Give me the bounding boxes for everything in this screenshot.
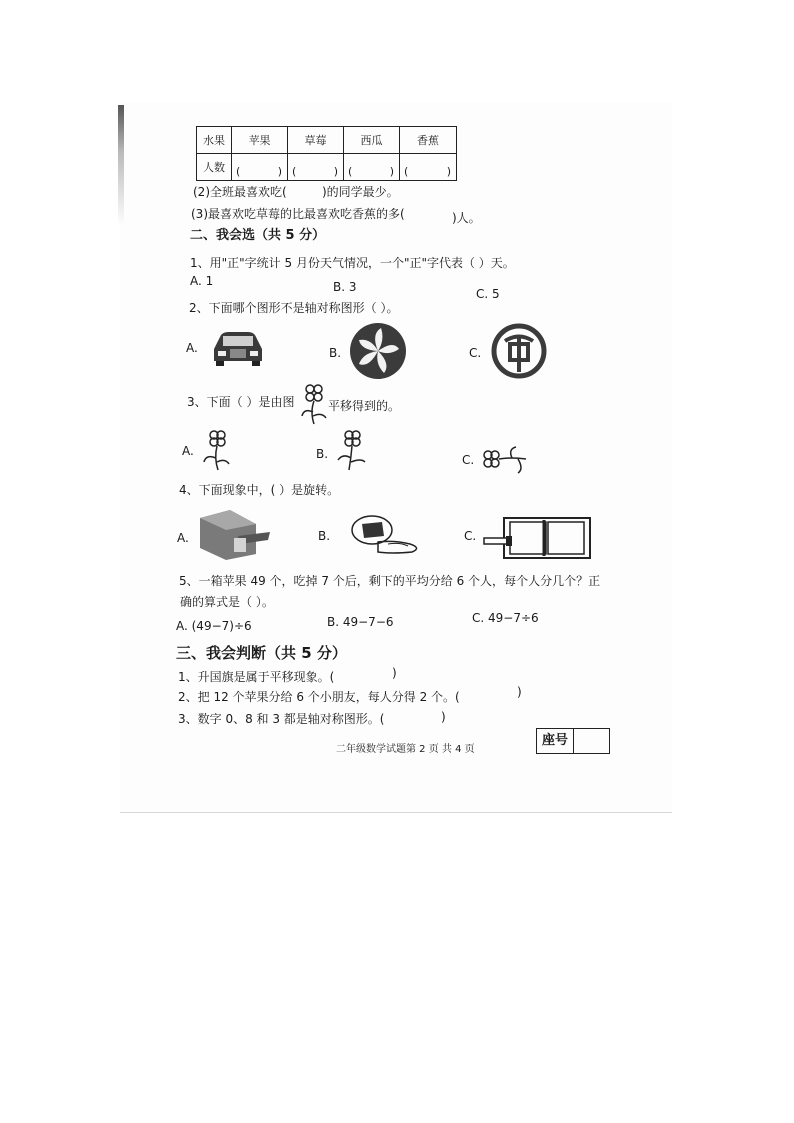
table-header-cell: 水果 bbox=[197, 127, 232, 154]
flower-icon bbox=[300, 382, 328, 426]
answer-cell[interactable]: ( ) bbox=[400, 154, 457, 181]
s2-q4-option-b[interactable]: B. bbox=[318, 529, 331, 543]
bank-logo-icon bbox=[490, 322, 548, 380]
question-2-prefix: (2)全班最喜欢吃( bbox=[193, 185, 287, 199]
answer-cell[interactable]: ( ) bbox=[232, 154, 288, 181]
table-row bbox=[197, 154, 457, 181]
seat-number-label: 座号 bbox=[537, 729, 574, 753]
s2-q2-option-b[interactable]: B. bbox=[329, 346, 342, 360]
s2-q3-option-b[interactable]: B. bbox=[316, 447, 329, 461]
s2-q4-option-a[interactable]: A. bbox=[177, 531, 189, 545]
page-number: 二年级数学试题第 2 页 共 4 页 bbox=[336, 744, 475, 755]
s2-q3-stem-suffix: 平移得到的。 bbox=[328, 399, 401, 413]
s3-q1-answer-end[interactable]: ) bbox=[392, 666, 397, 680]
table-header-cell: 香蕉 bbox=[400, 127, 457, 154]
table-row-label: 人数 bbox=[197, 154, 232, 181]
question-2-suffix: )的同学最少。 bbox=[322, 185, 399, 199]
s3-q2: 2、把 12 个苹果分给 6 个小朋友，每人分得 2 个。( bbox=[178, 690, 460, 704]
s2-q1-stem: 1、用"正"字统计 5 月份天气情况，一个"正"字代表（ ）天。 bbox=[190, 256, 515, 270]
scan-edge-line bbox=[120, 812, 672, 813]
table-header-cell: 草莓 bbox=[288, 127, 344, 154]
bauhinia-emblem-icon bbox=[349, 322, 407, 380]
s2-q1-option-a[interactable]: A. 1 bbox=[190, 274, 214, 288]
section-3-title: 三、我会判断（共 5 分） bbox=[176, 644, 347, 662]
s3-q2-answer-end[interactable]: ) bbox=[517, 685, 522, 699]
hand-illustration-icon bbox=[348, 512, 424, 556]
question-3-suffix: )人。 bbox=[452, 211, 481, 225]
question-3-prefix: (3)最喜欢吃草莓的比最喜欢吃香蕉的多( bbox=[191, 207, 405, 221]
scan-shadow bbox=[118, 105, 124, 225]
s2-q5-option-a[interactable]: A. (49−7)÷6 bbox=[176, 619, 252, 633]
seat-number-box bbox=[536, 728, 610, 754]
s3-q3-answer-end[interactable]: ) bbox=[441, 710, 446, 724]
s2-q5-option-b[interactable]: B. 49−7−6 bbox=[327, 615, 394, 629]
s2-q4-stem: 4、下面现象中，( ）是旋转。 bbox=[179, 483, 340, 497]
car-icon bbox=[210, 327, 265, 367]
s2-q2-option-a[interactable]: A. bbox=[186, 341, 198, 355]
s2-q3-option-c[interactable]: C. bbox=[462, 453, 475, 467]
s2-q2-stem: 2、下面哪个图形不是轴对称图形（ ）。 bbox=[189, 301, 399, 315]
flower-icon bbox=[482, 445, 534, 475]
s2-q1-option-b[interactable]: B. 3 bbox=[333, 280, 357, 294]
s2-q2-option-c[interactable]: C. bbox=[469, 346, 482, 360]
table-header-cell: 西瓜 bbox=[344, 127, 400, 154]
s2-q4-option-c[interactable]: C. bbox=[464, 529, 477, 543]
s2-q3-stem-prefix: 3、下面（ ）是由图 bbox=[187, 395, 295, 409]
window-illustration-icon bbox=[484, 516, 594, 560]
s2-q5-stem-line1: 5、一箱苹果 49 个，吃掉 7 个后，剩下的平均分给 6 个人，每个人分几个？正 bbox=[179, 574, 601, 588]
table-header-cell: 苹果 bbox=[232, 127, 288, 154]
s3-q1: 1、升国旗是属于平移现象。( bbox=[178, 670, 335, 684]
flower-icon bbox=[335, 428, 367, 472]
s2-q5-stem-line2: 确的算式是（ ）。 bbox=[180, 595, 274, 609]
s2-q5-option-c[interactable]: C. 49−7÷6 bbox=[472, 611, 539, 625]
machine-illustration-icon bbox=[198, 508, 272, 560]
answer-cell[interactable]: ( ) bbox=[344, 154, 400, 181]
s3-q3: 3、数字 0、8 和 3 都是轴对称图形。( bbox=[178, 712, 385, 726]
s2-q3-option-a[interactable]: A. bbox=[182, 444, 194, 458]
s2-q1-option-c[interactable]: C. 5 bbox=[476, 287, 500, 301]
flower-icon bbox=[200, 428, 232, 472]
answer-cell[interactable]: ( ) bbox=[288, 154, 344, 181]
fruit-survey-table bbox=[196, 126, 457, 181]
table-header-row bbox=[197, 127, 457, 154]
section-2-title: 二、我会选（共 5 分） bbox=[190, 228, 326, 243]
